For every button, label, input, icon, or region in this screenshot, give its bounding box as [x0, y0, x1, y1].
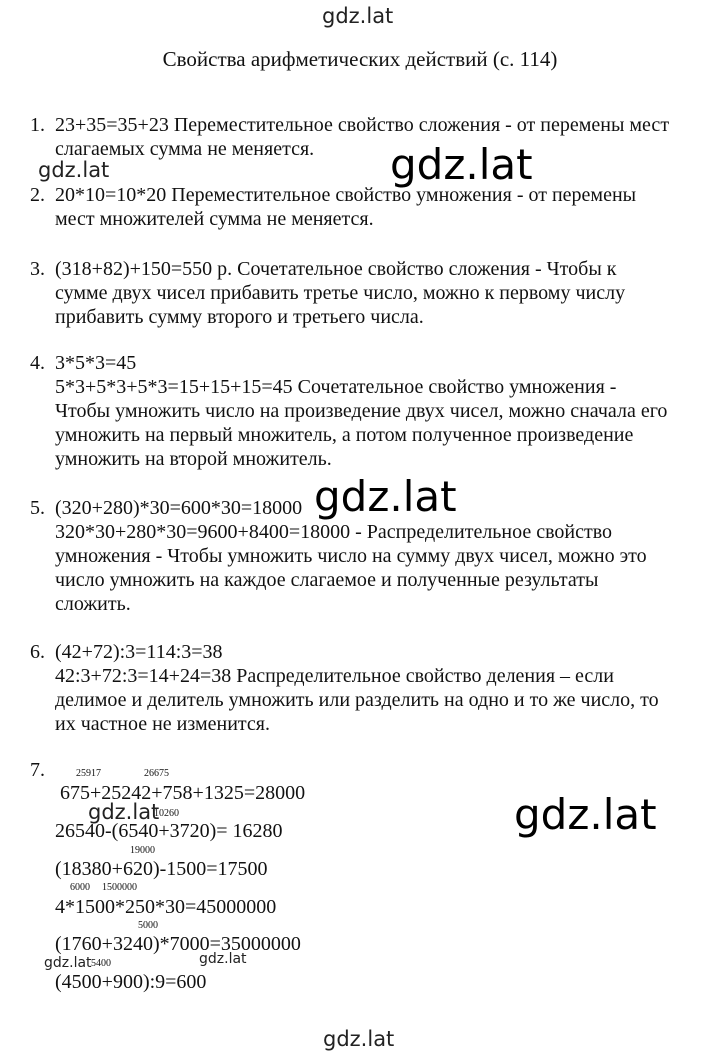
item-2-line-2: мест множителей сумма не меняется. — [55, 208, 374, 230]
item-5-line-3: умножения - Чтобы умножить число на сумму двух чисел, можно это — [55, 545, 647, 567]
item-4-line-5: умножить на второй множитель. — [55, 448, 332, 470]
item-7-sup-6000: 6000 — [70, 882, 90, 893]
item-7-line-6: (4500+900):9=600 — [55, 971, 207, 993]
item-5-line-4: число умножить на каждое слагаемое и полученные результаты — [55, 569, 599, 591]
watermark-item7-bottom-left: gdz.lat — [44, 955, 92, 971]
watermark-item7-small: gdz.lat — [88, 800, 160, 824]
item-7-line-5: (1760+3240)*7000=35000000 — [55, 933, 301, 955]
item-6-line-4: их частное не изменится. — [55, 713, 270, 735]
item-7-sup-5400: 5400 — [91, 958, 111, 969]
item-6-line-3: делимое и делитель умножить или разделить на одно и то же число, то — [55, 689, 659, 711]
item-3-line-1: (318+82)+150=550 р. Сочетательное свойство сложения - Чтобы к — [55, 258, 617, 280]
item-2-line-1: 20*10=10*20 Переместительное свойство умножения - от перемены — [55, 184, 637, 206]
watermark-item1-small: gdz.lat — [38, 158, 110, 182]
item-5-line-2: 320*30+280*30=9600+8400=18000 - Распределительное свойство — [55, 521, 613, 543]
watermark-top: gdz.lat — [322, 4, 394, 28]
item-5-line-1: (320+280)*30=600*30=18000 — [55, 497, 303, 519]
item-1-number: 1. — [30, 114, 45, 136]
item-7-sup-1500000: 1500000 — [102, 882, 137, 893]
item-3-number: 3. — [30, 258, 45, 280]
item-7-sup-5000: 5000 — [138, 920, 158, 931]
item-3-line-2: сумме двух чисел прибавить третье число, можно к первому числу — [55, 282, 626, 304]
item-3-line-3: прибавить сумму второго и третьего числа. — [55, 306, 424, 328]
item-2-number: 2. — [30, 184, 45, 206]
watermark-item5-large: gdz.lat — [314, 472, 457, 521]
item-4-number: 4. — [30, 352, 45, 374]
item-7-sup-10260: 10260 — [154, 808, 179, 819]
item-7-line-1: 675+25242+758+1325=28000 — [60, 782, 306, 804]
item-7-sup-19000: 19000 — [130, 845, 155, 856]
item-7-sup-26675: 26675 — [144, 768, 169, 779]
item-4-line-3: Чтобы умножить число на произведение двух чисел, можно сначала его — [55, 400, 668, 422]
item-7-line-4: 4*1500*250*30=45000000 — [55, 896, 277, 918]
item-5-number: 5. — [30, 497, 45, 519]
watermark-item7-bottom-mid: gdz.lat — [199, 951, 247, 967]
item-1-line-2: слагаемых сумма не меняется. — [55, 138, 315, 160]
item-4-line-4: умножить на первый множитель, а потом полученное произведение — [55, 424, 634, 446]
watermark-item7-right-large: gdz.lat — [514, 790, 657, 839]
item-4-line-2: 5*3+5*3+5*3=15+15+15=45 Сочетательное свойство умножения - — [55, 376, 617, 398]
watermark-bottom: gdz.lat — [323, 1027, 395, 1051]
item-7-number: 7. — [30, 759, 45, 781]
item-7-line-2: 26540-(6540+3720)= 16280 — [55, 820, 283, 842]
item-1-line-1: 23+35=35+23 Переместительное свойство сложения - от перемены мест — [55, 114, 670, 136]
item-7-sup-25917: 25917 — [76, 768, 101, 779]
item-6-line-2: 42:3+72:3=14+24=38 Распределительное свойство деления – если — [55, 665, 614, 687]
item-6-number: 6. — [30, 641, 45, 663]
item-6-line-1: (42+72):3=114:3=38 — [55, 641, 223, 663]
item-5-line-5: сложить. — [55, 593, 131, 615]
item-4-line-1: 3*5*3=45 — [55, 352, 137, 374]
watermark-item1-large: gdz.lat — [390, 140, 533, 189]
item-7-line-3: (18380+620)-1500=17500 — [55, 858, 268, 880]
page-title: Свойства арифметических действий (с. 114) — [162, 47, 558, 71]
